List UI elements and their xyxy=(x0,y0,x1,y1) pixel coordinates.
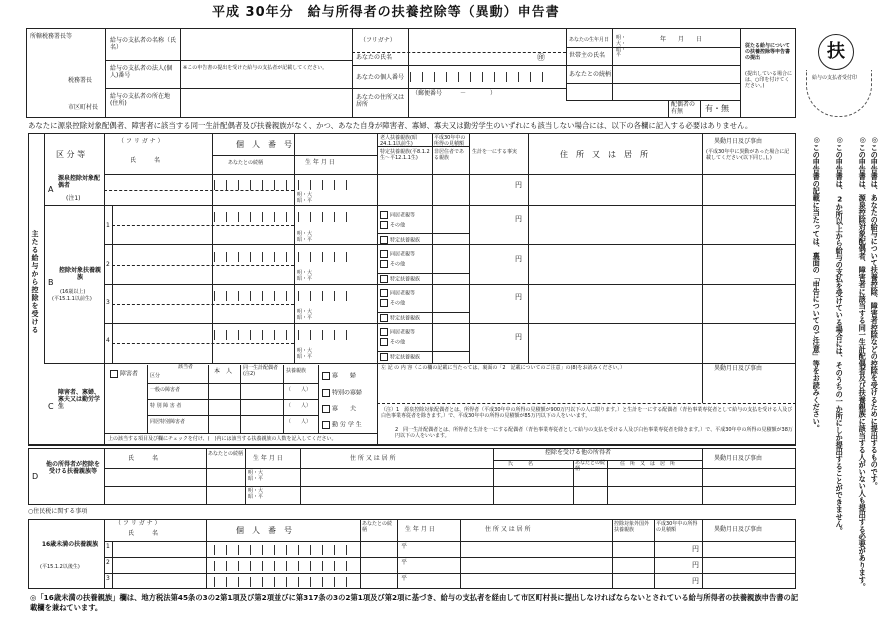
c-student[interactable]: 勤 労 学 生 xyxy=(322,421,362,429)
section-a-note: (注1) xyxy=(66,195,81,202)
col-birth: 生 年 月 日 xyxy=(305,159,335,166)
col-income: 平成30年中の所得の見積額 xyxy=(434,135,466,147)
footer-note: ◎「16歳未満の扶養親族」欄は、地方税法第45条の3の2第1項及び第2項並びに第317条の3の2第1項及び第2項に基づき、給与の支払者を経由して市区町村長に提出しなければならないとされている給与所得者の扶養親族申告書の記載欄を兼ねています。 xyxy=(30,593,799,613)
relation-input[interactable] xyxy=(614,66,738,82)
your-address-label: あなたの住所又は居所 xyxy=(356,94,405,108)
postal-label: （郵便番号 － ） xyxy=(412,90,497,97)
c-applicable: 該当者 xyxy=(178,364,194,370)
c-disabled[interactable]: 障害者 xyxy=(110,370,138,378)
d-other-payer: 控除を受ける他の所得者 xyxy=(545,449,612,456)
b-row-1-yen: 円 xyxy=(515,215,522,223)
c-special: 特 別 障 害 者 xyxy=(150,403,182,409)
rt-row-3-number[interactable] xyxy=(214,575,358,587)
col-name: 氏 名 xyxy=(130,157,161,164)
col-relation: あなたとの続柄 xyxy=(228,160,264,166)
c-general: 一般の障害者 xyxy=(150,387,181,393)
c-note-2: 2 同一生計配偶者とは、所得者と生計を一にする配偶者（青色事業専従者として給与の支払を受ける人及び白色事業専従者を除きます。）で、平成30年中の所得の見積額が38万円以下の人をいいます。 xyxy=(395,427,793,439)
b-row-1-opt-specific[interactable]: 特定扶養親族 xyxy=(380,236,420,244)
rt-address: 住 所 又 は 居 所 xyxy=(485,526,531,533)
col-living: 生計を一にする事実 xyxy=(472,149,518,155)
b-row-2-opt-elderly[interactable]: 同居老親等 xyxy=(380,250,415,258)
relation-label: あなたとの続柄 xyxy=(569,71,612,78)
c-count-1[interactable]: （ 人） xyxy=(286,387,312,393)
rt-furigana: （ フ リ ガ ナ ） xyxy=(115,520,161,527)
side-note-4: ◎この申告書の記載に当たっては、裏面の「申告についてのご注意」等をお読みください。 xyxy=(812,135,822,432)
side-note-1: ◎この申告書は、あなたの給与について扶養控除、障害者控除などの控除を受けるために提出するものです。 xyxy=(870,135,880,490)
rt-row-2-yen: 円 xyxy=(692,561,699,569)
b-row-1-era: 明・大 昭・平 xyxy=(297,231,313,243)
d-address: 住 所 又 は 居 所 xyxy=(350,455,396,462)
b-row-1-number[interactable] xyxy=(214,210,358,222)
payer-number-note: ※この申告書の提出を受けた給与の支払者が記載してください。 xyxy=(183,65,328,71)
b-row-2-number[interactable] xyxy=(214,250,358,262)
seal-icon: ㊞ xyxy=(537,53,545,62)
c-widow[interactable]: 寡 婦 xyxy=(322,372,356,380)
payer-name-label: 給与の支払者の名称（氏名） xyxy=(110,37,177,51)
b-row-3-opt-specific[interactable]: 特定扶養親族 xyxy=(380,314,420,322)
b-row-2-yen: 円 xyxy=(515,255,522,263)
col-address: 住 所 又 は 居 所 xyxy=(560,150,648,159)
rt-birth: 生 年 月 日 xyxy=(405,526,435,533)
c-remarks-label: 左 記 の 内 容（この欄の記載に当たっては、裏面の「2 記載についてのご注意」の(8)をお読みください。） xyxy=(381,365,626,371)
d-birth: 生 年 月 日 xyxy=(253,455,283,462)
b-row-4-opt-specific[interactable]: 特定扶養親族 xyxy=(380,353,420,361)
c-count-2[interactable]: （ 人） xyxy=(286,403,312,409)
col-personal-number: 個 人 番 号 xyxy=(236,140,292,149)
d-op-name: 氏 名 xyxy=(508,461,534,467)
section-d-letter: D xyxy=(32,472,39,481)
c-note-1: （注）1 源泉控除対象配偶者とは、所得者（平成30年中の所得の見積額が900万円以下の人に限ります。）と生計を一にする配偶者（青色事業専従者として給与の支払を受ける人及び白色事業専従者を除きます。）で、平成30年中の所得の見積額が85万円以下の人をいいます。 xyxy=(381,407,793,419)
furigana-label: （フリガナ） xyxy=(360,37,396,44)
secondary-payer-notice: 従たる給与についての扶養控除等申告書の提出 xyxy=(745,43,791,61)
your-name-label: あなたの氏名 xyxy=(356,54,393,61)
b-row-2-index: 2 xyxy=(106,261,110,268)
b-row-1-index: 1 xyxy=(106,222,110,229)
rt-relation: あなたとの続柄 xyxy=(362,521,393,533)
b-row-3-opt-elderly[interactable]: 同居老親等 xyxy=(380,289,415,297)
section-b-letter: B xyxy=(48,278,54,287)
d-row-1-era: 明・大 昭・平 xyxy=(248,470,264,482)
c-category: 区分 xyxy=(150,373,161,379)
b-row-4-opt-elderly[interactable]: 同居老親等 xyxy=(380,328,415,336)
col-specific: 特定扶養親族(平8.1.2生～平12.1.1生) xyxy=(380,149,430,161)
b-row-3-index: 3 xyxy=(106,299,110,306)
section-c-label: 障害者、寡婦、寡夫又は勤労学生 xyxy=(58,389,101,410)
rt-label: 16歳未満の扶養親族 xyxy=(41,541,99,548)
d-row-2-era: 明・大 昭・平 xyxy=(248,488,264,500)
rt-sub: (平15.1.2以後生) xyxy=(40,564,80,570)
fu-mark: 扶 xyxy=(818,34,854,70)
section-a-address-input[interactable] xyxy=(530,176,700,203)
section-a-yen: 円 xyxy=(515,181,522,189)
rt-row-1-number[interactable] xyxy=(214,543,358,555)
b-row-3-number[interactable] xyxy=(214,289,358,301)
city-suffix: 市区町村長 xyxy=(68,104,99,111)
birth-era: 明・大・昭・平 xyxy=(616,35,627,59)
section-d-label: 他の所得者が控除を受ける扶養親族等 xyxy=(45,461,100,475)
section-b-label: 控除対象扶養親族 xyxy=(58,267,101,281)
spouse-label: 配偶者の有無 xyxy=(671,101,696,115)
c-special-widow[interactable]: 特別の寡婦 xyxy=(322,389,362,397)
d-op-address: 住 所 又 は 居 所 xyxy=(620,461,676,467)
your-number-label: あなたの個人番号 xyxy=(356,74,405,81)
rt-row-3-yen: 円 xyxy=(692,577,699,585)
col-category: 区 分 等 xyxy=(56,150,86,159)
householder-input[interactable] xyxy=(614,48,738,64)
birth-label: あなたの生年月日 xyxy=(569,37,610,43)
section-a-era: 明・大 昭・平 xyxy=(297,192,313,204)
b-row-2-opt-specific[interactable]: 特定扶養親族 xyxy=(380,275,420,283)
rt-income: 平成30年中の所得の見積額 xyxy=(656,521,698,533)
side-note-3: ◎この申告書は、2か所以上から給与の支払を受けている場合には、そのうちの一か所にしか提出することができません。 xyxy=(835,135,845,535)
section-a-number[interactable] xyxy=(214,178,358,190)
c-widower[interactable]: 寡 夫 xyxy=(322,405,356,413)
rt-row-1-era: 平 xyxy=(401,543,408,550)
b-row-3-era: 明・大 昭・平 xyxy=(297,309,313,321)
payer-number-label: 給与の支払者の法人(個人)番号 xyxy=(110,65,173,79)
b-row-1-opt-other[interactable]: その他 xyxy=(380,221,405,229)
b-row-3-opt-other[interactable]: その他 xyxy=(380,299,405,307)
col-elderly: 老人扶養親族(昭24.1.1以前生) xyxy=(380,135,417,147)
b-row-4-number[interactable] xyxy=(214,328,358,340)
your-name-input[interactable] xyxy=(410,52,534,64)
tax-office-label: 所轄税務署長等 xyxy=(30,33,73,40)
rt-row-2-number[interactable] xyxy=(214,559,358,571)
secondary-payer-sub: (提出している場合には、○印を付けてください。) xyxy=(745,71,792,89)
tax-office-suffix: 税務署長 xyxy=(68,77,93,84)
c-footnote: 上の該当する項目及び欄にチェックを付け、( )内には該当する扶養親族の人数を記入してください。 xyxy=(108,436,337,442)
form-title: 平成 30年分 給与所得者の扶養控除等（異動）申告書 xyxy=(212,5,560,20)
section-a-label: 源泉控除対象配偶者 xyxy=(58,175,101,189)
col-furigana: （ フ リ ガ ナ ） xyxy=(118,138,164,145)
rt-row-1-yen: 円 xyxy=(692,545,699,553)
rt-row-2-era: 平 xyxy=(401,559,408,566)
stamp-label: 給与の支払者受付印 xyxy=(812,75,858,81)
rt-row-2-index: 2 xyxy=(106,559,110,566)
rt-change: 異動月日及び事由 xyxy=(714,526,763,533)
b-row-4-index: 4 xyxy=(106,337,110,344)
b-row-4-opt-other[interactable]: その他 xyxy=(380,338,405,346)
resident-tax-title: ○住民税に関する事項 xyxy=(28,508,88,515)
c-special-cohab: 同居特別障害者 xyxy=(150,419,186,425)
payer-number-input[interactable] xyxy=(182,60,350,88)
c-same-spouse: 同一生計配偶者(注2) xyxy=(243,365,279,377)
c-self: 本 人 xyxy=(214,368,233,375)
birth-date-units: 年 月 日 xyxy=(660,36,703,43)
b-row-1-opt-elderly[interactable]: 同居老親等 xyxy=(380,211,415,219)
col-change: 異動月日及び事由 xyxy=(714,138,763,145)
side-label: 主たる給与から控除を受ける xyxy=(31,230,40,334)
d-relation: あなたとの続柄 xyxy=(208,451,244,457)
b-row-4-yen: 円 xyxy=(515,333,522,341)
c-dependent: 扶養親族 xyxy=(286,368,307,374)
d-change: 異動月日及び事由 xyxy=(714,455,763,462)
your-number-digits[interactable] xyxy=(410,70,554,82)
section-b-sub: (16歳以上) xyxy=(60,289,86,295)
section-c-letter: C xyxy=(48,402,54,411)
b-row-4-era: 明・大 昭・平 xyxy=(297,348,313,360)
spouse-toggle[interactable]: 有・無 xyxy=(705,104,729,113)
c-change: 異動月日及び事由 xyxy=(714,365,763,372)
d-op-relation: あなたとの続柄 xyxy=(575,460,606,472)
payer-address-label: 給与の支払者の所在地(住所) xyxy=(110,93,171,107)
b-row-2-era: 明・大 昭・平 xyxy=(297,270,313,282)
notice-line: あなたに源泉控除対象配偶者、障害者に該当する同一生計配偶者及び扶養親族がなく、かつ、あなた自身が障害者、寡婦、寡夫又は勤労学生のいずれにも該当しない場合には、以下の各欄に記入する必要はありません。 xyxy=(28,121,753,130)
rt-name: 氏 名 xyxy=(128,530,159,537)
rt-row-1-index: 1 xyxy=(106,543,110,550)
rt-overseas: 控除対象外国外扶養親族 xyxy=(614,521,650,533)
rt-personal-number: 個 人 番 号 xyxy=(236,526,292,535)
rt-row-3-era: 平 xyxy=(401,575,408,582)
c-count-3[interactable]: （ 人） xyxy=(286,419,312,425)
your-address-input[interactable] xyxy=(410,100,564,116)
d-name: 氏 名 xyxy=(128,455,159,462)
side-note-2: ◎この申告書は、源泉控除対象配偶者、障害者に該当する同一生計配偶者及び扶養親族に該当する人がいない人も提出する必要があります。 xyxy=(858,135,868,591)
rt-row-3-index: 3 xyxy=(106,575,110,582)
b-row-2-opt-other[interactable]: その他 xyxy=(380,260,405,268)
section-b-sub2: (平15.1.1以前生) xyxy=(52,296,92,302)
col-change-sub: (平成30年中に異動があった場合に記載してください(以下同じ。)。) xyxy=(706,149,790,161)
section-a-letter: A xyxy=(48,185,54,194)
b-row-3-yen: 円 xyxy=(515,293,522,301)
col-nonresident: 非居住者である親族 xyxy=(434,149,465,161)
householder-label: 世帯主の氏名 xyxy=(569,52,606,59)
